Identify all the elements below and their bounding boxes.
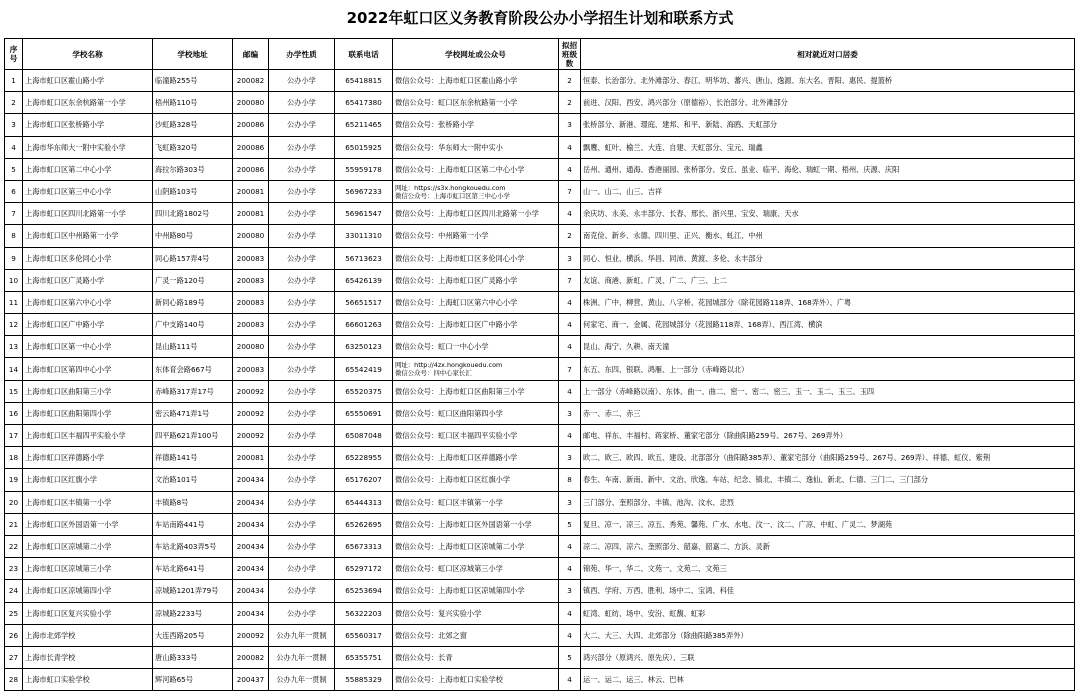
cell-index: 21 (5, 513, 23, 535)
table-row (5, 491, 1075, 513)
table-row (5, 646, 1075, 668)
cell-school-name: 上海市虹口区红旗小学 (23, 469, 153, 491)
table-body (5, 70, 1075, 691)
cell-index: 4 (5, 136, 23, 158)
cell-index: 19 (5, 469, 23, 491)
cell-school-type: 公办小学 (269, 535, 335, 557)
cell-phone: 65550691 (335, 402, 393, 424)
cell-phone: 65542419 (335, 358, 393, 380)
cell-class-count: 4 (559, 669, 581, 691)
cell-phone: 55959178 (335, 158, 393, 180)
cell-school-name: 上海市虹口区曲阳第三小学 (23, 380, 153, 402)
cell-neighborhoods: 虹湾、虹纺、场中、安汾、虹馥、虹彩 (581, 602, 1075, 624)
table-row (5, 425, 1075, 447)
cell-postcode: 200092 (233, 624, 269, 646)
cell-index: 26 (5, 624, 23, 646)
cell-school-name: 上海市虹口区凉城第三小学 (23, 558, 153, 580)
table-row (5, 380, 1075, 402)
cell-index: 24 (5, 580, 23, 602)
cell-index: 28 (5, 669, 23, 691)
cell-school-type: 公办小学 (269, 380, 335, 402)
table-row (5, 70, 1075, 92)
cell-phone: 65355751 (335, 646, 393, 668)
cell-neighborhoods: 凉二、凉四、凉六、奎照部分、韶嘉、韶嘉二、方浜、灵新 (581, 535, 1075, 557)
cell-neighborhoods: 何家宅、商一、金属、花园城部分（花园路118弄、168弄）、西江湾、横滨 (581, 314, 1075, 336)
table-row (5, 247, 1075, 269)
cell-class-count: 8 (559, 469, 581, 491)
table-row (5, 92, 1075, 114)
cell-neighborhoods: 运一、运二、运三、林云、巴林 (581, 669, 1075, 691)
cell-postcode: 200083 (233, 314, 269, 336)
cell-postcode: 200086 (233, 158, 269, 180)
cell-neighborhoods: 株洲、广中、柳营、黄山、八字桥、花园城部分（除花园路118弄、168弄外）、广粤 (581, 291, 1075, 313)
enrollment-table (4, 38, 1075, 691)
cell-school-name: 上海市华东师大一附中实验小学 (23, 136, 153, 158)
cell-index: 9 (5, 247, 23, 269)
cell-postcode: 200434 (233, 513, 269, 535)
cell-website: 微信公众号：上海市虹口区霍山路小学 (393, 70, 559, 92)
cell-website: 微信公众号：中州路第一小学 (393, 225, 559, 247)
cell-school-type: 公办小学 (269, 203, 335, 225)
cell-address: 赤峰路317弄17号 (153, 380, 233, 402)
cell-class-count: 2 (559, 70, 581, 92)
cell-school-type: 公办小学 (269, 491, 335, 513)
cell-neighborhoods: 前进、汉阳、西安、鸿兴部分（原德裕）、长治部分、北外滩部分 (581, 92, 1075, 114)
cell-index: 6 (5, 180, 23, 202)
cell-postcode: 200434 (233, 535, 269, 557)
cell-neighborhoods: 恒泰、长治部分、北外滩部分、春江、明华坊、蕃兴、唐山、逸源、东大名、晋阳、惠民、提篮桥 (581, 70, 1075, 92)
cell-address: 密云路471弄1号 (153, 402, 233, 424)
cell-website: 网址：http://4zx.hongkouedu.com 微信公众号：四中心家长汇 (393, 358, 559, 380)
cell-index: 18 (5, 447, 23, 469)
table-row (5, 447, 1075, 469)
cell-postcode: 200092 (233, 380, 269, 402)
cell-school-type: 公办小学 (269, 291, 335, 313)
cell-phone: 65262695 (335, 513, 393, 535)
table-row (5, 336, 1075, 358)
cell-index: 8 (5, 225, 23, 247)
cell-address: 东体育会路667号 (153, 358, 233, 380)
header-index: 序号 (5, 39, 23, 70)
cell-neighborhoods: 上一部分（赤峰路以南）、东体、曲一、曲二、密一、密二、密三、玉一、玉二、玉三、玉四 (581, 380, 1075, 402)
cell-school-name: 上海市虹口区四川北路第一小学 (23, 203, 153, 225)
cell-class-count: 4 (559, 624, 581, 646)
cell-website: 微信公众号：上海市虹口区凉城第二小学 (393, 535, 559, 557)
cell-neighborhoods: 同心、恒业、横浜、华昌、同沛、黄渡、多伦、永丰部分 (581, 247, 1075, 269)
header-website: 学校网址或公众号 (393, 39, 559, 70)
cell-phone: 65211465 (335, 114, 393, 136)
cell-phone: 65297172 (335, 558, 393, 580)
cell-index: 17 (5, 425, 23, 447)
cell-neighborhoods: 岳州、通州、通海、香港丽园、张桥部分、安丘、虽业、临平、海伦、瑞虹一期、梧州、庆源、庆阳 (581, 158, 1075, 180)
cell-class-count: 4 (559, 425, 581, 447)
cell-school-type: 公办小学 (269, 114, 335, 136)
cell-school-name: 上海市虹口区广中路小学 (23, 314, 153, 336)
cell-address: 四川北路1802号 (153, 203, 233, 225)
table-row (5, 314, 1075, 336)
cell-address: 凉城路2233号 (153, 602, 233, 624)
cell-school-type: 公办九年一贯制 (269, 624, 335, 646)
cell-website: 微信公众号：上海市虹口区曲阳第三小学 (393, 380, 559, 402)
cell-postcode: 200081 (233, 203, 269, 225)
cell-address: 沙虹路328号 (153, 114, 233, 136)
cell-class-count: 7 (559, 180, 581, 202)
cell-school-type: 公办小学 (269, 92, 335, 114)
cell-website: 微信公众号：上海市虹口区四川北路第一小学 (393, 203, 559, 225)
cell-neighborhoods: 山一、山二、山三、吉祥 (581, 180, 1075, 202)
cell-class-count: 2 (559, 225, 581, 247)
cell-school-name: 上海市虹口区第二中心小学 (23, 158, 153, 180)
cell-index: 7 (5, 203, 23, 225)
header-class-count: 拟招班级数 (559, 39, 581, 70)
cell-index: 2 (5, 92, 23, 114)
cell-address: 广灵一路120号 (153, 269, 233, 291)
cell-index: 22 (5, 535, 23, 557)
cell-address: 临潼路255号 (153, 70, 233, 92)
cell-website: 网址：https://s3x.hongkouedu.com 微信公众号：上海市虹口区第三中心小学 (393, 180, 559, 202)
cell-class-count: 5 (559, 646, 581, 668)
cell-postcode: 200434 (233, 491, 269, 513)
cell-website: 微信公众号：北郊之窗 (393, 624, 559, 646)
cell-index: 23 (5, 558, 23, 580)
cell-school-name: 上海市虹口区第三中心小学 (23, 180, 153, 202)
cell-postcode: 200083 (233, 358, 269, 380)
cell-index: 12 (5, 314, 23, 336)
cell-neighborhoods: 余庆坊、永美、永丰部分、长春、邢长、浙兴里、宝安、瑞康、天水 (581, 203, 1075, 225)
cell-neighborhoods: 飘鹰、虹叶、榆兰、大连、自建、天虹部分、宝元、瑞鑫 (581, 136, 1075, 158)
cell-class-count: 4 (559, 136, 581, 158)
cell-school-type: 公办小学 (269, 358, 335, 380)
cell-address: 大连西路205号 (153, 624, 233, 646)
cell-neighborhoods: 锦苑、华一、华二、文苑一、文苑二、文苑三 (581, 558, 1075, 580)
table-row (5, 225, 1075, 247)
cell-school-name: 上海市长青学校 (23, 646, 153, 668)
cell-school-type: 公办小学 (269, 447, 335, 469)
cell-index: 10 (5, 269, 23, 291)
cell-phone: 56322203 (335, 602, 393, 624)
cell-phone: 33011310 (335, 225, 393, 247)
cell-phone: 65520375 (335, 380, 393, 402)
cell-postcode: 200083 (233, 269, 269, 291)
cell-school-type: 公办小学 (269, 425, 335, 447)
cell-address: 昆山路111号 (153, 336, 233, 358)
cell-address: 祥德路141号 (153, 447, 233, 469)
cell-school-name: 上海市虹口区多伦同心小学 (23, 247, 153, 269)
cell-class-count: 4 (559, 291, 581, 313)
cell-phone: 63250123 (335, 336, 393, 358)
cell-school-type: 公办小学 (269, 558, 335, 580)
cell-website: 微信公众号：上海市虹口区祥德路小学 (393, 447, 559, 469)
cell-school-name: 上海市虹口区张桥路小学 (23, 114, 153, 136)
cell-class-count: 4 (559, 535, 581, 557)
cell-index: 15 (5, 380, 23, 402)
cell-school-type: 公办小学 (269, 513, 335, 535)
cell-school-type: 公办小学 (269, 225, 335, 247)
cell-school-name: 上海市虹口区凉城第四小学 (23, 580, 153, 602)
cell-school-name: 上海市虹口区外国语第一小学 (23, 513, 153, 535)
cell-website: 微信公众号：虹口区凉城第三小学 (393, 558, 559, 580)
cell-index: 27 (5, 646, 23, 668)
cell-postcode: 200080 (233, 336, 269, 358)
cell-postcode: 200083 (233, 291, 269, 313)
cell-class-count: 3 (559, 447, 581, 469)
cell-school-name: 上海市虹口区第一中心小学 (23, 336, 153, 358)
cell-class-count: 4 (559, 336, 581, 358)
cell-neighborhoods: 邮电、祥东、丰福村、蒋家桥、董家宅部分（除曲阳路259号、267号、269弄外） (581, 425, 1075, 447)
cell-address: 海拉尔路303号 (153, 158, 233, 180)
cell-postcode: 200080 (233, 225, 269, 247)
cell-neighborhoods: 三门部分、奎照部分、丰镇、池沟、汶水、忠烈 (581, 491, 1075, 513)
cell-website: 微信公众号：虹口一中心小学 (393, 336, 559, 358)
cell-address: 广中支路140号 (153, 314, 233, 336)
cell-phone: 56713623 (335, 247, 393, 269)
cell-index: 25 (5, 602, 23, 624)
table-row (5, 358, 1075, 380)
cell-address: 飞虹路320号 (153, 136, 233, 158)
cell-postcode: 200434 (233, 558, 269, 580)
cell-phone: 65176207 (335, 469, 393, 491)
table-row (5, 513, 1075, 535)
cell-phone: 65673313 (335, 535, 393, 557)
cell-class-count: 3 (559, 580, 581, 602)
cell-address: 唐山路333号 (153, 646, 233, 668)
cell-class-count: 2 (559, 92, 581, 114)
table-row (5, 469, 1075, 491)
cell-postcode: 200083 (233, 247, 269, 269)
cell-school-name: 上海市北郊学校 (23, 624, 153, 646)
table-row (5, 602, 1075, 624)
cell-address: 辉河路65号 (153, 669, 233, 691)
cell-website: 微信公众号：长青 (393, 646, 559, 668)
cell-school-type: 公办小学 (269, 402, 335, 424)
cell-address: 梧州路110号 (153, 92, 233, 114)
table-row (5, 535, 1075, 557)
cell-phone: 65253694 (335, 580, 393, 602)
cell-postcode: 200437 (233, 669, 269, 691)
cell-website: 微信公众号：上海市虹口实验学校 (393, 669, 559, 691)
cell-postcode: 200080 (233, 92, 269, 114)
header-neighborhoods: 相对就近对口居委 (581, 39, 1075, 70)
cell-address: 丰镇路8号 (153, 491, 233, 513)
cell-postcode: 200081 (233, 180, 269, 202)
cell-postcode: 200092 (233, 425, 269, 447)
cell-phone: 65417380 (335, 92, 393, 114)
cell-class-count: 7 (559, 358, 581, 380)
cell-index: 13 (5, 336, 23, 358)
cell-class-count: 4 (559, 203, 581, 225)
table-row (5, 158, 1075, 180)
header-school-name: 学校名称 (23, 39, 153, 70)
cell-neighborhoods: 镇西、学府、万西、胜利、场中二、宝鸿、科佳 (581, 580, 1075, 602)
cell-neighborhoods: 欧二、欧三、欧四、欧五、建设、北部部分（曲阳路385弄）、董家宅部分（曲阳路259号、267号、269弄）、祥德、虹仪、紫荆 (581, 447, 1075, 469)
cell-school-type: 公办小学 (269, 247, 335, 269)
cell-class-count: 3 (559, 247, 581, 269)
cell-postcode: 200092 (233, 402, 269, 424)
cell-address: 车站北路403弄5号 (153, 535, 233, 557)
table-row (5, 114, 1075, 136)
table-row (5, 558, 1075, 580)
cell-website: 微信公众号：上海市虹口区外国语第一小学 (393, 513, 559, 535)
cell-address: 新同心路189号 (153, 291, 233, 313)
cell-website: 微信公众号：虹口区丰福四平实验小学 (393, 425, 559, 447)
cell-address: 文治路101号 (153, 469, 233, 491)
cell-phone: 65087048 (335, 425, 393, 447)
cell-neighborhoods: 复旦、凉一、凉三、凉五、秀苑、馨苑、广水、水电、汶一、汶二、广凉、中虹、广灵二、梦湖苑 (581, 513, 1075, 535)
cell-school-name: 上海市虹口区霍山路小学 (23, 70, 153, 92)
cell-class-count: 4 (559, 158, 581, 180)
cell-phone: 55885329 (335, 669, 393, 691)
table-row (5, 580, 1075, 602)
cell-index: 5 (5, 158, 23, 180)
cell-phone: 65228955 (335, 447, 393, 469)
cell-address: 四平路621弄100号 (153, 425, 233, 447)
table-row (5, 269, 1075, 291)
table-row (5, 203, 1075, 225)
cell-class-count: 4 (559, 558, 581, 580)
cell-school-name: 上海市虹口区复兴实验小学 (23, 602, 153, 624)
cell-school-name: 上海市虹口区丰镇第一小学 (23, 491, 153, 513)
cell-school-type: 公办小学 (269, 158, 335, 180)
cell-school-type: 公办小学 (269, 602, 335, 624)
cell-neighborhoods: 昆山、海宁、久耕、南天潼 (581, 336, 1075, 358)
cell-website: 微信公众号：上海市虹口区第二中心小学 (393, 158, 559, 180)
cell-website: 微信公众号：张桥路小学 (393, 114, 559, 136)
cell-school-name: 上海市虹口区第四中心小学 (23, 358, 153, 380)
cell-phone: 65418815 (335, 70, 393, 92)
cell-index: 11 (5, 291, 23, 313)
cell-class-count: 4 (559, 314, 581, 336)
cell-index: 16 (5, 402, 23, 424)
cell-school-type: 公办小学 (269, 314, 335, 336)
cell-postcode: 200086 (233, 114, 269, 136)
cell-neighborhoods: 大二、大三、大四、北郊部分（除曲阳路385弄外） (581, 624, 1075, 646)
cell-school-type: 公办九年一贯制 (269, 669, 335, 691)
cell-index: 14 (5, 358, 23, 380)
cell-school-name: 上海市虹口实验学校 (23, 669, 153, 691)
cell-school-name: 上海市虹口区凉城第二小学 (23, 535, 153, 557)
cell-neighborhoods: 赤一、赤二、赤三 (581, 402, 1075, 424)
table-header-row (5, 39, 1075, 70)
cell-website: 微信公众号：上海市虹口区广中路小学 (393, 314, 559, 336)
cell-postcode: 200434 (233, 602, 269, 624)
header-phone: 联系电话 (335, 39, 393, 70)
page-title: 2022年虹口区义务教育阶段公办小学招生计划和联系方式 (346, 9, 734, 27)
cell-phone: 65444313 (335, 491, 393, 513)
cell-class-count: 4 (559, 380, 581, 402)
cell-school-type: 公办小学 (269, 136, 335, 158)
cell-school-type: 公办小学 (269, 180, 335, 202)
cell-school-type: 公办小学 (269, 580, 335, 602)
header-school-type: 办学性质 (269, 39, 335, 70)
cell-school-name: 上海市虹口区第六中心小学 (23, 291, 153, 313)
cell-website: 微信公众号：虹口区丰镇第一小学 (393, 491, 559, 513)
cell-school-name: 上海市虹口区广灵路小学 (23, 269, 153, 291)
cell-postcode: 200086 (233, 136, 269, 158)
cell-school-name: 上海市虹口区东余杭路第一小学 (23, 92, 153, 114)
cell-address: 车站南路441号 (153, 513, 233, 535)
cell-website: 微信公众号：虹口区东余杭路第一小学 (393, 92, 559, 114)
cell-class-count: 3 (559, 491, 581, 513)
cell-phone: 56967233 (335, 180, 393, 202)
cell-school-type: 公办小学 (269, 469, 335, 491)
cell-phone: 65426139 (335, 269, 393, 291)
cell-neighborhoods: 春生、车南、新南、新中、文治、欣逸、车站、纪念、镇北、丰镇二、逸仙、新北、仁德、三门二、三门部分 (581, 469, 1075, 491)
cell-website: 微信公众号：华东师大一附中实小 (393, 136, 559, 158)
cell-index: 20 (5, 491, 23, 513)
cell-neighborhoods: 鸿兴部分（原鸿兴、原先庆）、三联 (581, 646, 1075, 668)
table-row (5, 402, 1075, 424)
cell-website: 微信公众号：上海市虹口区多伦同心小学 (393, 247, 559, 269)
cell-school-type: 公办小学 (269, 70, 335, 92)
cell-address: 中州路80号 (153, 225, 233, 247)
cell-class-count: 4 (559, 602, 581, 624)
cell-address: 车站北路641号 (153, 558, 233, 580)
cell-neighborhoods: 张桥部分、新港、璟庭、建邦、和平、新陆、海鸥、天虹部分 (581, 114, 1075, 136)
table-row (5, 180, 1075, 202)
cell-website: 微信公众号：上海市虹口区广灵路小学 (393, 269, 559, 291)
cell-class-count: 3 (559, 402, 581, 424)
cell-school-name: 上海市虹口区中州路第一小学 (23, 225, 153, 247)
cell-school-name: 上海市虹口区祥德路小学 (23, 447, 153, 469)
cell-index: 1 (5, 70, 23, 92)
cell-postcode: 200434 (233, 469, 269, 491)
cell-school-type: 公办九年一贯制 (269, 646, 335, 668)
table-row (5, 136, 1075, 158)
table-row (5, 669, 1075, 691)
cell-website: 微信公众号：复兴实验小学 (393, 602, 559, 624)
cell-postcode: 200082 (233, 70, 269, 92)
table-row (5, 624, 1075, 646)
cell-website: 微信公众号：上海市虹口区红旗小学 (393, 469, 559, 491)
cell-website: 微信公众号：上海虹口区第六中心小学 (393, 291, 559, 313)
cell-class-count: 7 (559, 269, 581, 291)
cell-index: 3 (5, 114, 23, 136)
cell-school-name: 上海市虹口区丰福四平实验小学 (23, 425, 153, 447)
cell-class-count: 5 (559, 513, 581, 535)
cell-phone: 65015925 (335, 136, 393, 158)
cell-phone: 66601263 (335, 314, 393, 336)
cell-postcode: 200082 (233, 646, 269, 668)
cell-address: 山阴路103号 (153, 180, 233, 202)
cell-neighborhoods: 友谊、商港、新虹、广灵、广二、广三、上二 (581, 269, 1075, 291)
cell-phone: 56651517 (335, 291, 393, 313)
cell-postcode: 200434 (233, 580, 269, 602)
cell-phone: 56961547 (335, 203, 393, 225)
cell-website: 微信公众号：虹口区曲阳第四小学 (393, 402, 559, 424)
header-postcode: 邮编 (233, 39, 269, 70)
cell-postcode: 200081 (233, 447, 269, 469)
cell-school-type: 公办小学 (269, 336, 335, 358)
header-address: 学校地址 (153, 39, 233, 70)
cell-address: 同心路157弄4号 (153, 247, 233, 269)
cell-school-name: 上海市虹口区曲阳第四小学 (23, 402, 153, 424)
cell-neighborhoods: 南克俭、新乡、永德、四川里、正兴、衡水、虬江、中州 (581, 225, 1075, 247)
cell-class-count: 3 (559, 114, 581, 136)
cell-address: 凉城路1201弄79号 (153, 580, 233, 602)
cell-website: 微信公众号：上海市虹口区凉城第四小学 (393, 580, 559, 602)
cell-neighborhoods: 东五、东四、银联、鸿雁、上一部分（赤峰路以北） (581, 358, 1075, 380)
cell-school-type: 公办小学 (269, 269, 335, 291)
table-row (5, 291, 1075, 313)
cell-phone: 65560317 (335, 624, 393, 646)
